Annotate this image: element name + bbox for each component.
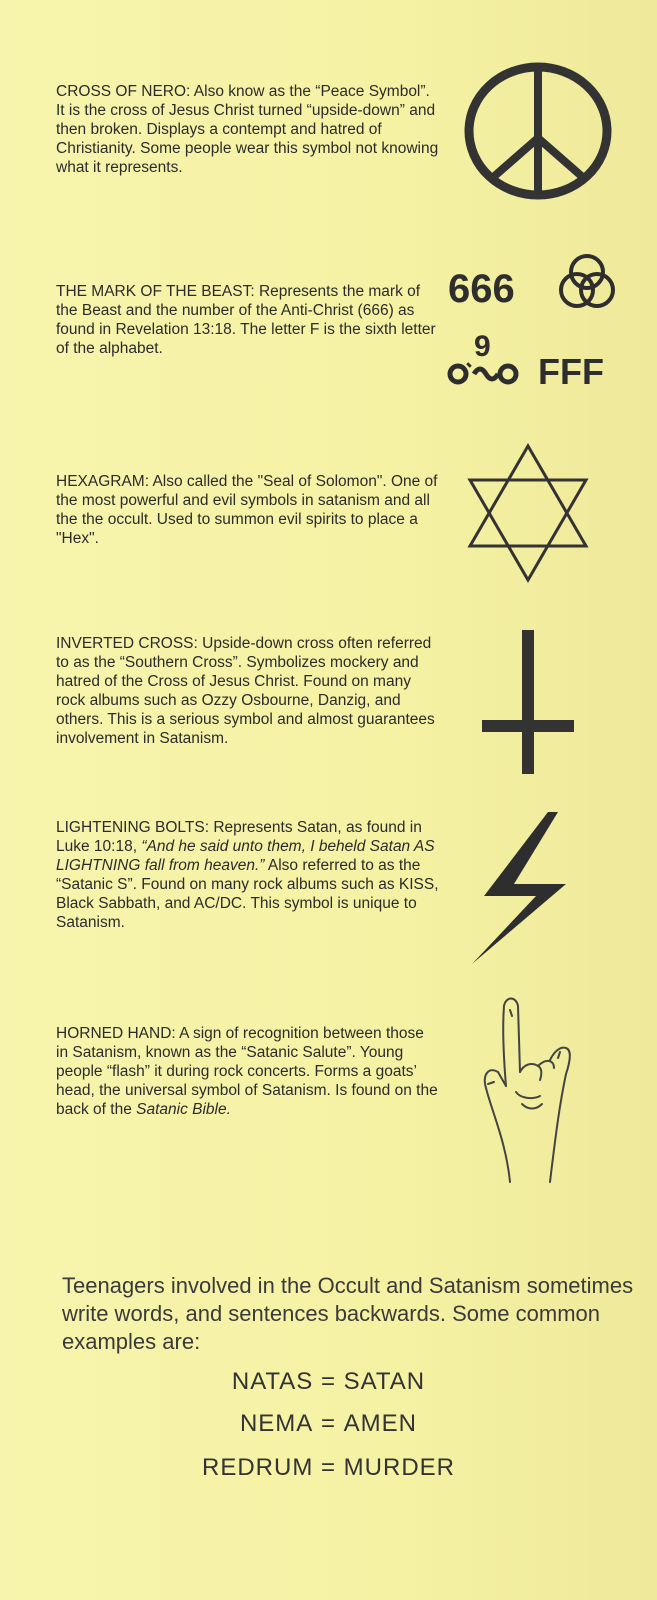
sixes-ligature-icon — [450, 364, 516, 382]
entry-hexagram — [56, 472, 440, 548]
entry-horned-hand — [56, 1024, 440, 1119]
entry-mark-of-the-beast — [56, 282, 440, 358]
entry-text-after: Also referred to as the “Satanic S”. Found on many rock albums such as KISS, Black Sabbath, and AC/DC. This symbol is unique to Satanism. — [56, 857, 439, 931]
nine-glyph: 9 — [474, 330, 491, 363]
fff-glyph: FFF — [538, 351, 604, 392]
peace-symbol-icon — [464, 60, 614, 202]
satanic-bible-title: Satanic Bible. — [136, 1101, 231, 1118]
inverted-cross-icon — [478, 628, 578, 778]
forward-word: MURDER — [343, 1454, 455, 1481]
entry-cross-of-nero — [56, 82, 440, 177]
entry-text — [56, 818, 440, 932]
equals-sign: = — [320, 1454, 336, 1481]
entry-text: THE MARK OF THE BEAST: Represents the mark of the Beast and the number of the Anti-Christ (666) as found in Revelation 13:18. The letter F is the sixth letter of the alphabet. — [56, 283, 436, 357]
horned-hand-icon — [480, 992, 580, 1188]
hexagram-icon — [466, 442, 590, 584]
entry-text — [56, 1024, 440, 1119]
equals-sign: = — [320, 1410, 336, 1437]
triple-six-rings-icon — [561, 256, 613, 306]
forward-word: AMEN — [343, 1410, 418, 1437]
backward-word: REDRUM — [201, 1454, 314, 1481]
example-redrum — [0, 1454, 657, 1482]
entry-lightening-bolts — [56, 818, 440, 932]
example-nema — [0, 1410, 657, 1438]
example-natas — [0, 1368, 657, 1396]
entry-text: INVERTED CROSS: Upside-down cross often referred to as the “Southern Cross”. Symbolizes mockery and hatred of the Cross of Jesus Christ. Found on many rock albums such as Ozzy Osbourne, Danzig, and others. This is a serious symbol and almost guarantees involvement in Satanism. — [56, 635, 435, 747]
forward-word: SATAN — [343, 1368, 426, 1395]
666-glyph: 666 — [448, 267, 515, 311]
equals-sign: = — [320, 1368, 336, 1395]
entry-text-before: LIGHTENING BOLTS: Represents Satan, as found in Luke 10:18, — [56, 819, 422, 855]
entry-text: HEXAGRAM: Also called the "Seal of Solomon". One of the most powerful and evil symbols in satanism and all the the occult. Used to summon evil spirits to place a "Hex". — [56, 473, 438, 547]
entry-inverted-cross — [56, 634, 440, 748]
scripture-quote: “And he said unto them, I beheld Satan AS LIGHTNING fall from heaven.” — [56, 838, 435, 874]
backward-word: NATAS — [231, 1368, 314, 1395]
entry-text: CROSS OF NERO: Also know as the “Peace Symbol”. It is the cross of Jesus Christ turned “upside-down” and then broken. Displays a contempt and hatred of Christianity. Some people wear this symbol not knowing what it represents. — [56, 83, 439, 176]
backward-word: NEMA — [239, 1410, 314, 1437]
mark-of-beast-group — [446, 246, 616, 396]
lightning-bolt-icon — [466, 808, 576, 968]
backwards-writing-intro: Teenagers involved in the Occult and Satanism sometimes write words, and sentences backwards. Some common examples are: — [62, 1273, 634, 1354]
entry-text-before: HORNED HAND: A sign of recognition between those in Satanism, known as the “Satanic Salute”. Young people “flash” it during rock concerts. Forms a goats’ head, the universal symbol of Satanism. Is found on the back of the — [56, 1025, 438, 1118]
